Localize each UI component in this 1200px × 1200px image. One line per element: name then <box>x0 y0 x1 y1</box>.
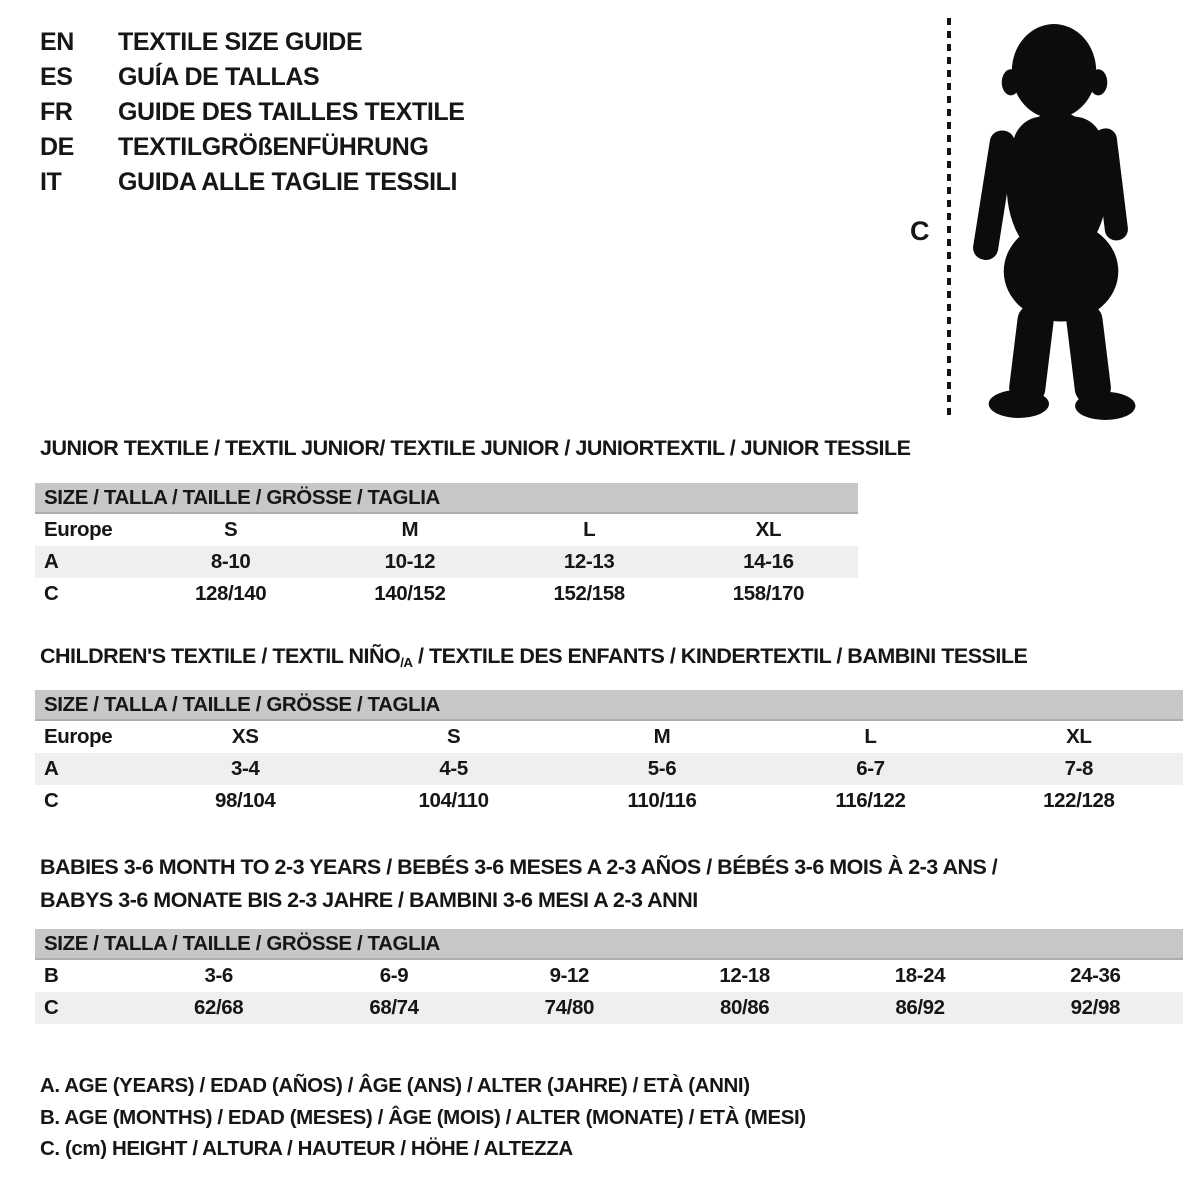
lang-row-de <box>40 130 465 165</box>
table-cell: 152/158 <box>553 582 625 605</box>
table-row <box>35 960 1183 992</box>
table-cell: 80/86 <box>719 996 770 1019</box>
children-section-title <box>40 644 1027 669</box>
legend-line-c: C. (cm) HEIGHT / ALTURA / HAUTEUR / HÖHE / ALTEZZA <box>40 1137 573 1160</box>
babies-size-table <box>35 929 1183 1024</box>
table-cell: 74/80 <box>544 996 594 1019</box>
lang-code: ES <box>40 63 73 91</box>
table-cell: L <box>583 518 596 541</box>
table-cell: L <box>864 725 877 748</box>
junior-section-title: JUNIOR TEXTILE / TEXTIL JUNIOR/ TEXTILE JUNIOR / JUNIORTEXTIL / JUNIOR TESSILE <box>40 436 911 460</box>
table-cell: 18-24 <box>894 964 946 987</box>
row-label: A <box>44 550 59 573</box>
babies-title-line2: BABYS 3-6 MONATE BIS 2-3 JAHRE / BAMBINI 3-6 MESI A 2-3 ANNI <box>40 888 698 912</box>
table-cell: S <box>223 518 238 541</box>
table-cell: 98/104 <box>215 789 276 812</box>
table-cell: 92/98 <box>1070 996 1120 1019</box>
children-title-prefix: CHILDREN'S TEXTILE / TEXTIL NIÑO <box>40 644 401 668</box>
lang-row-es <box>40 60 465 95</box>
table-cell: 128/140 <box>194 582 267 605</box>
table-cell: 5-6 <box>647 757 677 780</box>
table-cell: XS <box>231 725 259 748</box>
table-cell: S <box>446 725 461 748</box>
table-row <box>35 753 1183 785</box>
table-row <box>35 992 1183 1024</box>
table-cell: 10-12 <box>384 550 436 573</box>
lang-row-fr <box>40 95 465 130</box>
height-measure-label: C <box>910 216 930 246</box>
lang-title: GUIDE DES TAILLES TEXTILE <box>118 98 465 126</box>
lang-code: FR <box>40 98 73 126</box>
table-cell: 3-6 <box>204 964 233 987</box>
lang-title: TEXTILE SIZE GUIDE <box>118 28 363 56</box>
table-cell: XL <box>755 518 782 541</box>
lang-row-en <box>40 25 465 60</box>
children-title-sub: /A <box>400 655 413 670</box>
lang-code: IT <box>40 168 62 196</box>
table-cell: 116/122 <box>835 789 906 812</box>
row-label: Europe <box>44 518 113 541</box>
table-cell: 12-18 <box>719 964 770 987</box>
lang-code: EN <box>40 28 74 56</box>
lang-row-it <box>40 165 465 200</box>
table-cell: 62/68 <box>194 996 244 1019</box>
table-row <box>35 546 858 578</box>
children-size-table <box>35 690 1183 817</box>
table-cell: 9-12 <box>549 964 590 987</box>
table-row <box>35 721 1183 753</box>
lang-code: DE <box>40 133 74 161</box>
table-cell: 7-8 <box>1064 757 1094 780</box>
table-row <box>35 578 858 610</box>
row-label: B <box>44 964 59 987</box>
table-cell: 8-10 <box>210 550 251 573</box>
legend-line-b: B. AGE (MONTHS) / EDAD (MESES) / ÂGE (MOIS) / ALTER (MONATE) / ETÀ (MESI) <box>40 1105 806 1129</box>
table-cell: 3-4 <box>230 757 260 780</box>
table-cell: XL <box>1066 725 1092 748</box>
table-cell: 158/170 <box>732 582 805 605</box>
table-cell: M <box>653 725 671 748</box>
size-header-band: SIZE / TALLA / TAILLE / GRÖSSE / TAGLIA <box>35 929 1183 960</box>
row-label: C <box>44 996 59 1019</box>
lang-title: TEXTILGRÖßENFÜHRUNG <box>118 133 429 161</box>
measurement-legend <box>40 1070 806 1165</box>
row-label: C <box>44 789 59 812</box>
size-header-band: SIZE / TALLA / TAILLE / GRÖSSE / TAGLIA <box>35 483 858 514</box>
table-cell: 104/110 <box>418 789 489 812</box>
table-cell: 86/92 <box>895 996 945 1019</box>
children-title-suffix: / TEXTILE DES ENFANTS / KINDERTEXTIL / BAMBINI TESSILE <box>412 644 1028 668</box>
table-cell: 110/116 <box>627 789 697 812</box>
table-cell: 24-36 <box>1070 964 1121 987</box>
babies-section-title <box>40 851 997 917</box>
table-cell: M <box>401 518 419 541</box>
lang-title: GUIDA ALLE TAGLIE TESSILI <box>118 168 458 196</box>
lang-title: GUÍA DE TALLAS <box>118 63 320 91</box>
table-cell: 14-16 <box>743 550 794 573</box>
table-cell: 6-7 <box>856 757 885 780</box>
table-cell: 4-5 <box>439 757 468 780</box>
table-row <box>35 785 1183 817</box>
baby-silhouette-icon <box>960 18 1148 420</box>
table-cell: 122/128 <box>1043 789 1115 812</box>
height-dashed-line <box>947 18 951 416</box>
table-row <box>35 514 858 546</box>
table-cell: 140/152 <box>374 582 446 605</box>
table-cell: 6-9 <box>379 964 409 987</box>
size-header-band: SIZE / TALLA / TAILLE / GRÖSSE / TAGLIA <box>35 690 1183 721</box>
legend-line-a: A. AGE (YEARS) / EDAD (AÑOS) / ÂGE (ANS) / ALTER (JAHRE) / ETÀ (ANNI) <box>40 1074 750 1097</box>
table-cell: 68/74 <box>369 996 419 1019</box>
row-label: C <box>44 582 59 605</box>
babies-title-line1: BABIES 3-6 MONTH TO 2-3 YEARS / BEBÉS 3-6 MESES A 2-3 AÑOS / BÉBÉS 3-6 MOIS À 2-3 ANS / <box>40 855 998 879</box>
row-label: Europe <box>44 725 113 748</box>
row-label: A <box>44 757 59 780</box>
language-list <box>40 25 465 200</box>
junior-size-table <box>35 483 858 610</box>
table-cell: 12-13 <box>563 550 615 573</box>
